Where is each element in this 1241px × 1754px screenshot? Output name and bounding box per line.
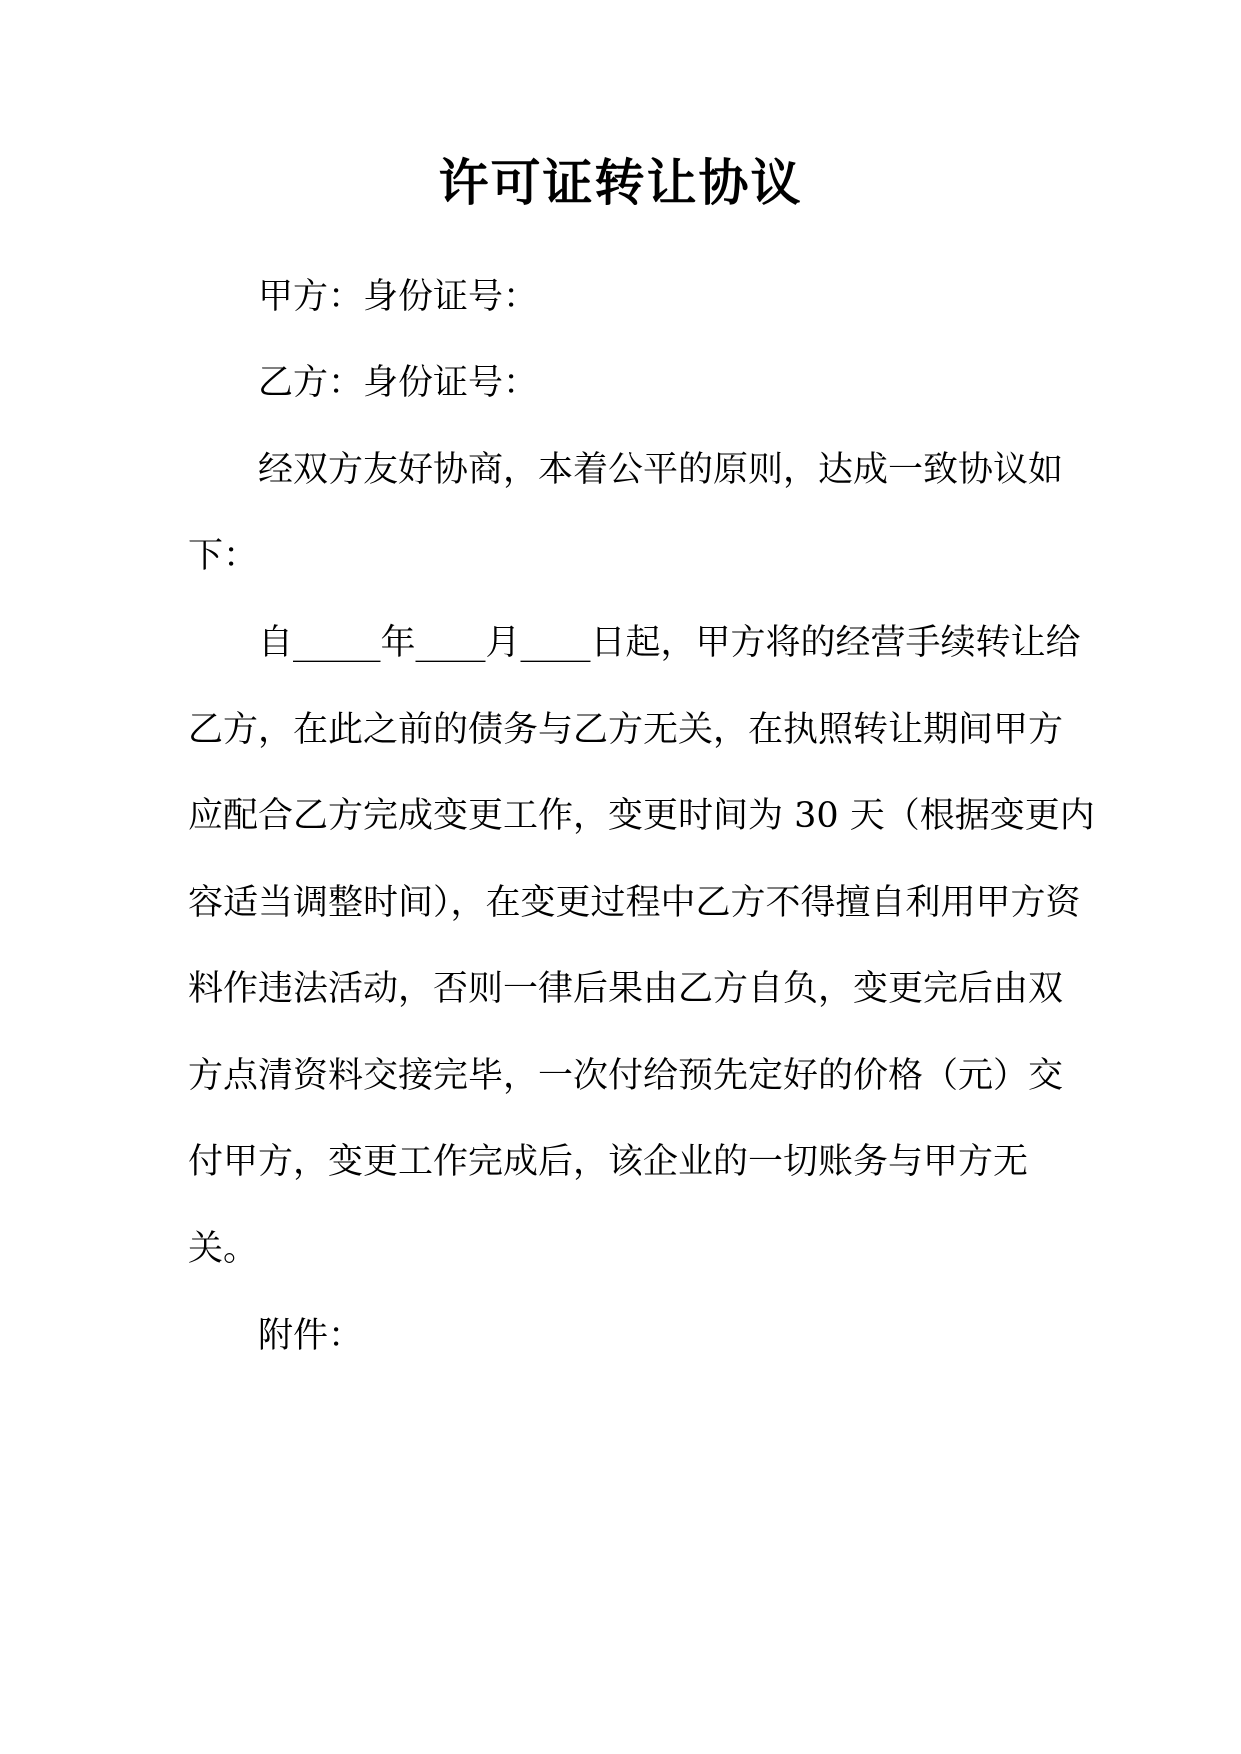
body-line-4: 容适当调整时间），在变更过程中乙方不得擅自利用甲方资: [188, 883, 1081, 923]
body-line-1: 自_____年____月____日起，甲方将的经营手续转让给: [258, 623, 1081, 663]
body-line-8: 关。: [188, 1229, 259, 1269]
body-line-7: 付甲方，变更工作完成后，该企业的一切账务与甲方无: [188, 1142, 1029, 1182]
body-line-5: 料作违法活动，否则一律后果由乙方自负，变更完后由双: [188, 969, 1064, 1009]
intro-line-2: 下：: [188, 536, 259, 576]
body-line-2: 乙方，在此之前的债务与乙方无关，在执照转让期间甲方: [188, 710, 1064, 750]
body-line-6: 方点清资料交接完毕，一次付给预先定好的价格（元）交: [188, 1056, 1064, 1096]
body-line-3: 应配合乙方完成变更工作，变更时间为 30 天（根据变更内: [188, 796, 1095, 836]
attachment-label: 附件：: [258, 1316, 364, 1356]
party-a-line: 甲方：身份证号：: [258, 277, 539, 317]
document-title: 许可证转让协议: [438, 153, 803, 212]
intro-line-1: 经双方友好协商，本着公平的原则，达成一致协议如: [258, 450, 1064, 490]
party-b-line: 乙方：身份证号：: [258, 363, 539, 403]
